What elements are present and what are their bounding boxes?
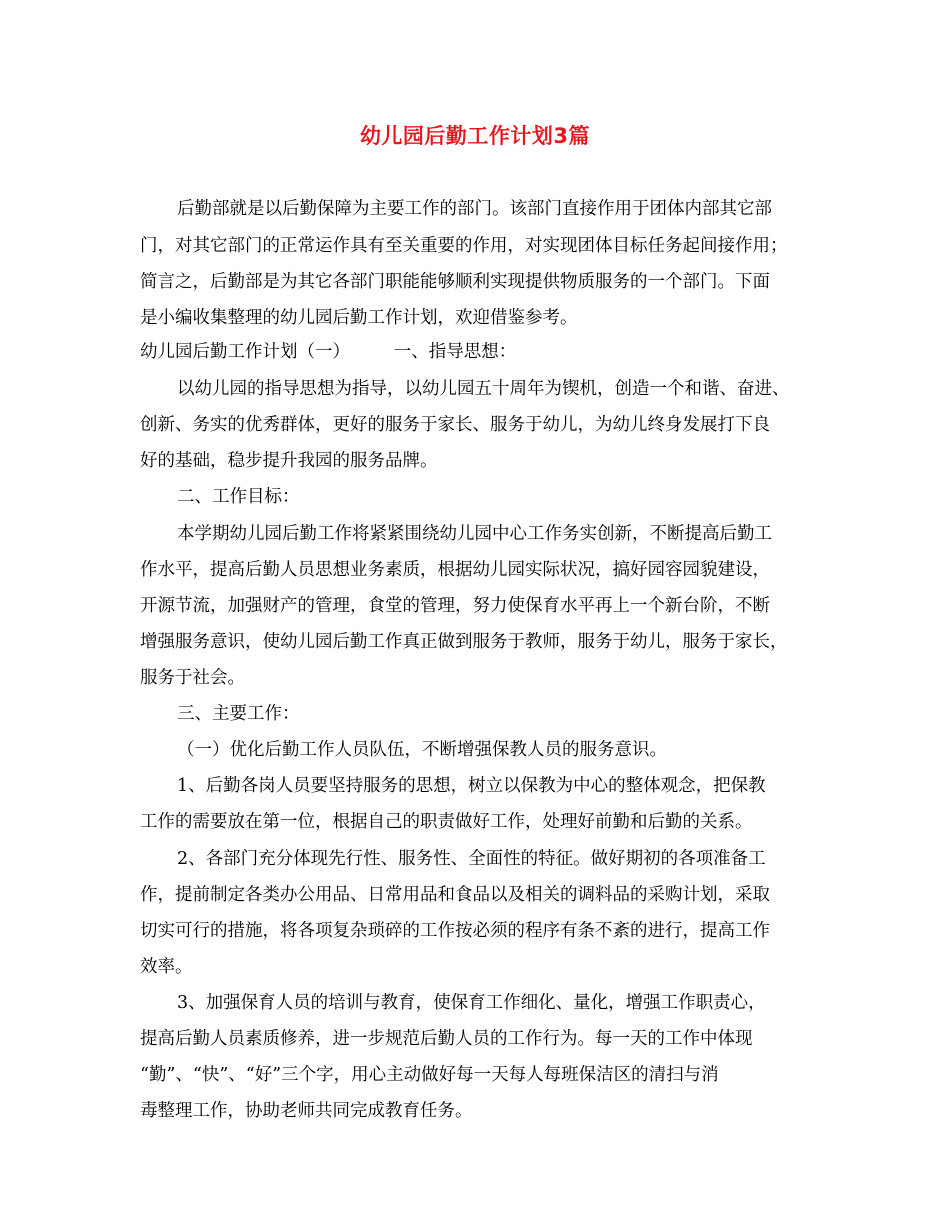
- paragraph-line: 毒整理工作，协助老师共同完成教育任务。: [140, 1101, 473, 1121]
- section-heading-line: 幼儿园后勤工作计划（一） 一、指导思想：: [140, 342, 517, 362]
- paragraph-line: 工作的需要放在第一位，根据自己的职责做好工作，处理好前勤和后勤的关系。: [140, 812, 753, 832]
- paragraph-line: 创新、务实的优秀群体，更好的服务于家长、服务于幼儿，为幼儿终身发展打下良: [140, 415, 770, 435]
- paragraph-line: 作，提前制定各类办公用品、日常用品和食品以及相关的调料品的采购计划，采取: [140, 885, 770, 905]
- paragraph-line: 后勤部就是以后勤保障为主要工作的部门。该部门直接作用于团体内部其它部: [177, 199, 772, 219]
- paragraph-line: 增强服务意识，使幼儿园后勤工作真正做到服务于教师，服务于幼儿，服务于家长，: [140, 632, 788, 652]
- subsection-heading-line: （一）优化后勤工作人员队伍，不断增强保教人员的服务意识。: [177, 740, 667, 760]
- section-heading-line: 二、工作目标：: [177, 487, 300, 507]
- paragraph-line: “勤”、“快”、“好”三个字，用心主动做好每一天每人每班保洁区的清扫与消: [140, 1065, 719, 1085]
- paragraph-line: 门，对其它部门的正常运作具有至关重要的作用，对实现团体目标任务起间接作用；: [140, 236, 788, 256]
- paragraph-line: 好的基础，稳步提升我园的服务品牌。: [140, 451, 438, 471]
- paragraph-line: 切实可行的措施，将各项复杂琐碎的工作按必须的程序有条不紊的进行，提高工作: [140, 921, 770, 941]
- section-heading-line: 三、主要工作：: [177, 704, 300, 724]
- paragraph-line: 效率。: [140, 957, 193, 977]
- paragraph-line: 作水平，提高后勤人员思想业务素质，根据幼儿园实际状况，搞好园容园貌建设，: [140, 560, 770, 580]
- paragraph-line: 3、加强保育人员的培训与教育，使保育工作细化、量化，增强工作职责心，: [177, 993, 766, 1013]
- paragraph-line: 提高后勤人员素质修养，进一步规范后勤人员的工作行为。每一天的工作中体现: [140, 1029, 753, 1049]
- paragraph-line: 1、后勤各岗人员要坚持服务的思想，树立以保教为中心的整体观念，把保教: [177, 776, 766, 796]
- paragraph-line: 2、各部门充分体现先行性、服务性、全面性的特征。做好期初的各项准备工: [177, 849, 766, 869]
- paragraph-line: 简言之，后勤部是为其它各部门职能能够顺利实现提供物质服务的一个部门。下面: [140, 272, 770, 292]
- document-title: 幼儿园后勤工作计划3篇: [359, 124, 591, 148]
- paragraph-line: 以幼儿园的指导思想为指导，以幼儿园五十周年为锲机，创造一个和谐、奋进、: [177, 379, 790, 399]
- paragraph-line: 本学期幼儿园后勤工作将紧紧围绕幼儿园中心工作务实创新，不断提高后勤工: [177, 524, 772, 544]
- paragraph-line: 是小编收集整理的幼儿园后勤工作计划，欢迎借鉴参考。: [140, 308, 578, 328]
- paragraph-line: 开源节流，加强财产的管理，食堂的管理，努力使保育水平再上一个新台阶，不断: [140, 596, 770, 616]
- paragraph-line: 服务于社会。: [140, 668, 245, 688]
